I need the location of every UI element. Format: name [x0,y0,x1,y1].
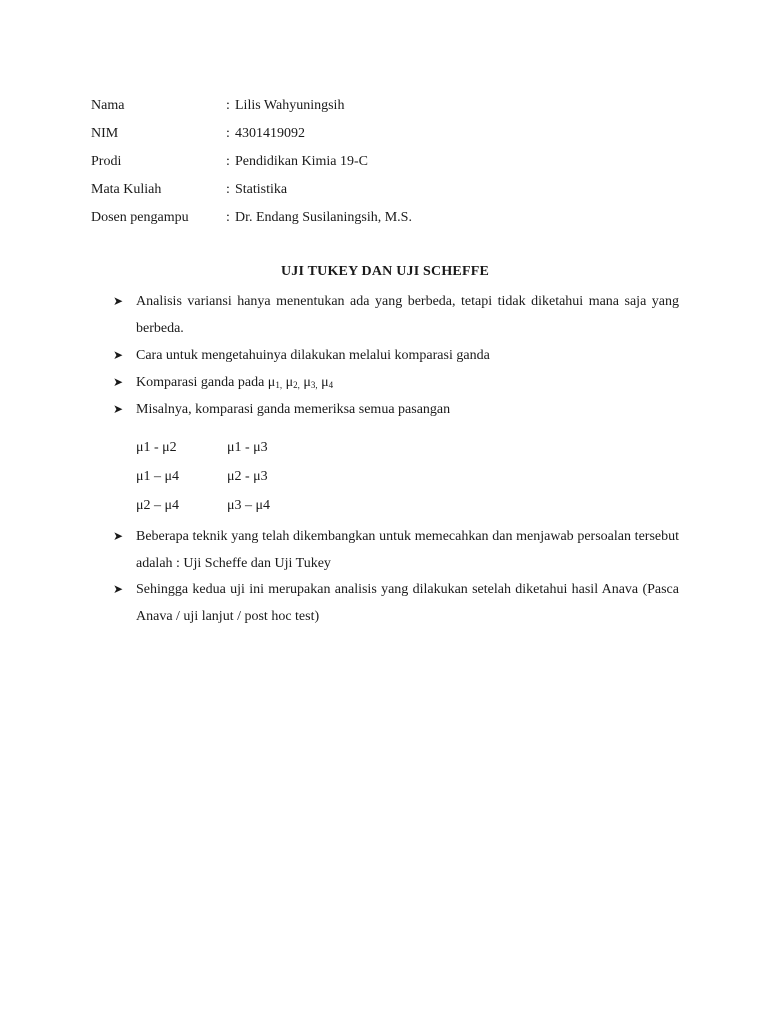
bullet-text: Cara untuk mengetahuinya dilakukan melalui komparasi ganda [136,348,490,363]
info-value: 4301419092 [235,126,305,141]
bullet-item [113,523,679,577]
bullet-item [113,369,679,396]
info-label: Mata Kuliah [91,182,162,197]
info-separator: : [226,210,230,225]
pair-cell: μ2 - μ3 [227,468,268,484]
info-separator: : [226,182,230,197]
arrow-right-icon: ➤ [113,348,124,362]
info-value: Statistika [235,182,288,197]
info-label: Dosen pengampu [91,210,189,225]
bullet-item [113,576,679,630]
mu-symbol: μ [303,375,311,390]
arrow-right-icon: ➤ [113,529,124,543]
pair-row [136,491,270,520]
bullet-text [136,369,679,396]
pair-cell: μ3 – μ4 [227,497,271,513]
pair-row [136,462,270,491]
bullet-prefix: Komparasi ganda pada [136,375,268,390]
mu-symbol: μ [267,375,276,390]
mu-subscript: 4 [328,380,334,390]
info-separator: : [226,126,230,141]
info-row-lecturer [91,204,651,232]
bullet-text: Misalnya, komparasi ganda memeriksa semua pasangan [136,402,451,417]
arrow-right-icon: ➤ [113,375,124,389]
info-value: Dr. Endang Susilaningsih, M.S. [235,210,412,225]
bullet-item [113,342,679,369]
student-info-table [91,92,651,232]
info-row-prodi [91,148,651,176]
pair-comparison-list [136,433,270,520]
arrow-right-icon: ➤ [113,294,124,308]
info-separator: : [226,154,230,169]
bullet-text: Beberapa teknik yang telah dikembangkan untuk memecahkan dan menjawab persoalan tersebut adalah : Uji Scheffe dan Uji Tukey [136,529,679,571]
mu-subscript: 3, [310,380,318,390]
bullet-item [113,288,679,342]
pair-cell: μ2 – μ4 [136,497,180,513]
pair-row [136,433,270,462]
info-label: Prodi [91,154,122,169]
pair-cell: μ1 – μ4 [136,468,180,484]
pair-cell: μ1 - μ3 [227,439,268,455]
info-row-name [91,92,651,120]
mu-subscript: 2, [293,380,300,390]
arrow-right-icon: ➤ [113,582,124,596]
mu-subscript: 1, [275,380,283,390]
bullet-item [113,396,679,423]
bullet-text: Analisis variansi hanya menentukan ada yang berbeda, tetapi tidak diketahui mana saja yang berbeda. [136,294,679,336]
mu-symbol: μ [321,375,329,390]
info-label: Nama [91,98,125,113]
info-value: Pendidikan Kimia 19-C [235,154,368,169]
info-row-course [91,176,651,204]
info-label: NIM [91,126,119,141]
mu-symbol: μ [285,375,294,390]
arrow-right-icon: ➤ [113,402,124,416]
document-title: UJI TUKEY DAN UJI SCHEFFE [280,264,490,279]
pair-cell: μ1 - μ2 [136,439,177,455]
bullet-text: Sehingga kedua uji ini merupakan analisis yang dilakukan setelah diketahui hasil Anava (Pasca Anava / uji lanjut / post hoc test) [136,582,679,624]
info-value: Lilis Wahyuningsih [235,98,345,113]
info-row-nim [91,120,651,148]
info-separator: : [226,98,230,113]
